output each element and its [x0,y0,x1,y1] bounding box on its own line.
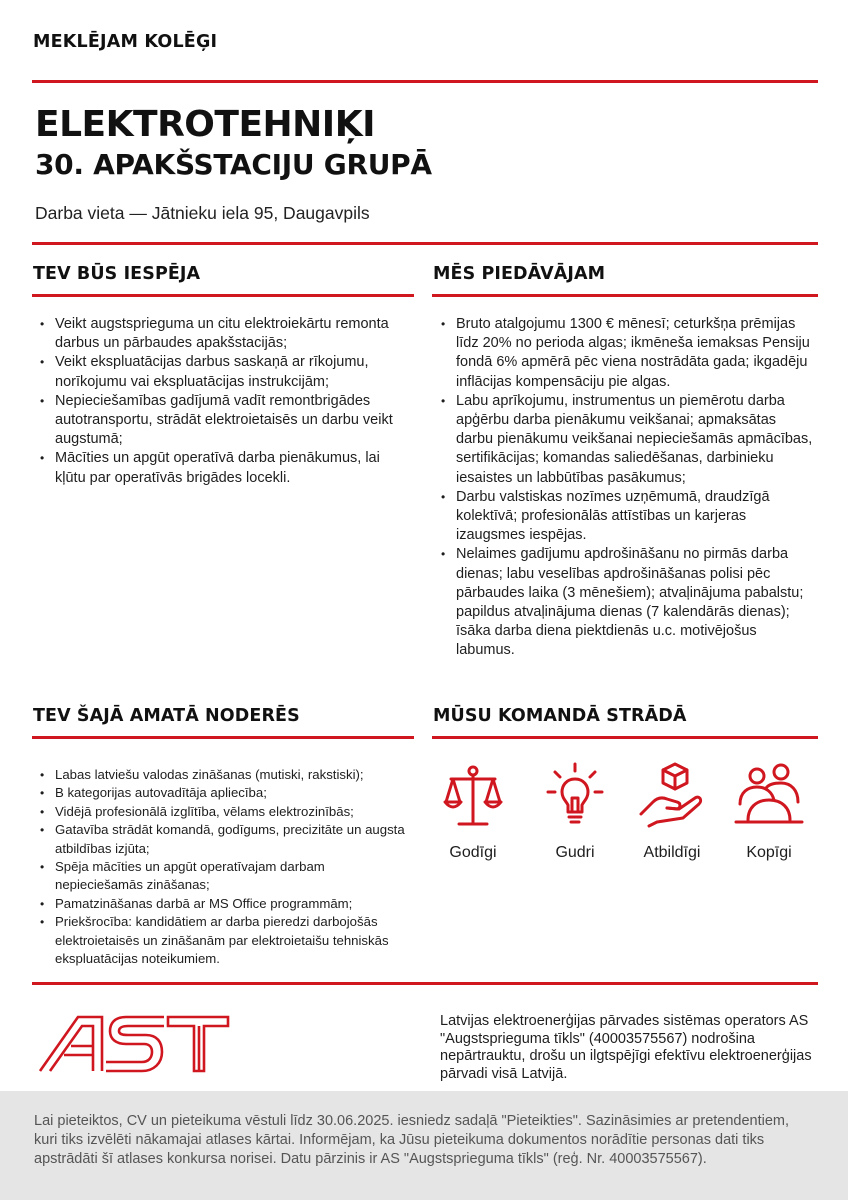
team-people-icon [734,762,804,830]
list-item: • Labu aprīkojumu, instrumentus un piemērotu darba apģērbu darba pienākumu veikšanai; apmaksātas darbu pienākumu veikšanai nepieciešamās apmācības, sertifikācijas; komandas saliedēšanas, darbinieku iesaistes un labbūtības pasākumus; [437,392,817,488]
value-label: Kopīgi [746,844,792,861]
footer-note [0,1091,848,1200]
value-together [714,762,824,862]
section-heading-team: MŪSU KOMANDĀ STRĀDĀ [433,706,687,726]
section-heading-requirements: TEV ŠAJĀ AMATĀ NODERĒS [33,706,300,726]
value-honest [418,762,528,862]
list-item: • Nepieciešamības gadījumā vadīt remontbrigādes autotransportu, strādāt elektroietaisēs un darbu veikt augstumā; [36,392,414,450]
section-underline [32,294,414,297]
divider [32,982,818,985]
lightbulb-icon [545,762,605,830]
value-smart [520,762,630,862]
job-subtitle: 30. APAKŠSTACIJU GRUPĀ [35,148,432,181]
list-item: • Veikt augstsprieguma un citu elektroiekārtu remonta darbus un pārbaudes apakšstacijās; [36,315,414,353]
value-label: Godīgi [449,844,497,861]
job-location: Darba vieta — Jātnieku iela 95, Daugavpils [35,203,370,223]
page-kicker: MEKLĒJAM KOLĒĢI [33,32,218,52]
section-underline [432,736,818,739]
section-underline [432,294,818,297]
ast-logo [38,1015,230,1073]
offer-list [437,315,817,661]
company-description: Latvijas elektroenerģijas pārvades sistēmas operators AS "Augstsprieguma tīkls" (40003575567) nodrošina nepārtrauktu, drošu un ilgtspējīgi efektīvu elektroenerģijas pārvadi visā Latvijā. [440,1013,812,1082]
divider [32,80,818,83]
opportunities-list [36,315,414,488]
divider [32,242,818,245]
list-item: • B kategorijas autovadītāja apliecība; [36,784,408,802]
list-item: • Mācīties un apgūt operatīvā darba pienākumus, lai kļūtu par operatīvās brigādes locekli. [36,449,414,487]
section-heading-offer: MĒS PIEDĀVĀJAM [433,264,606,284]
list-item: • Labas latviešu valodas zināšanas (mutiski, rakstiski); [36,766,408,784]
list-item: • Spēja mācīties un apgūt operatīvajam darbam nepieciešamās zināšanas; [36,858,408,895]
value-label: Atbildīgi [643,844,701,861]
value-responsible [617,762,727,862]
list-item: • Vidējā profesionālā izglītība, vēlams elektrozinībās; [36,803,408,821]
section-underline [32,736,414,739]
footer-text: Lai pieteiktos, CV un pieteikuma vēstuli līdz 30.06.2025. iesniedz sadaļā "Pieteikties". Sazināsimies ar pretendentiem, kuri tiks izvēlēti nākamajai atlases kārtai. Informējam, ka Jūsu pieteikuma dokumentos norādītie personas dati tiks apstrādāti šī atlases konkursa norisei. Datu pārzinis ir AS "Augstsprieguma tīkls" (reģ. Nr. 40003575567). [34,1113,790,1168]
scales-icon [443,762,503,830]
hand-cube-icon [637,762,707,830]
value-label: Gudri [555,844,595,861]
list-item: • Bruto atalgojumu 1300 € mēnesī; ceturkšņa prēmijas līdz 20% no perioda algas; ikmēneša iemaksas Pensiju fondā 6% apmērā pēc viena nostrādāta gada; ikgadēju inflācijas kompensāciju pie algas. [437,315,817,392]
list-item: • Veikt ekspluatācijas darbus saskaņā ar rīkojumu, norīkojumu vai ekspluatācijas instrukcijām; [36,353,414,391]
list-item: • Darbu valstiskas nozīmes uzņēmumā, draudzīgā kolektīvā; profesionālās attīstības un karjeras izaugsmes iespējas. [437,488,817,546]
section-heading-opportunities: TEV BŪS IESPĒJA [33,264,201,284]
list-item: • Pamatzināšanas darbā ar MS Office programmām; [36,895,408,913]
list-item: • Gatavība strādāt komandā, godīgums, precizitāte un augsta atbildības izjūta; [36,821,408,858]
list-item: • Priekšrocība: kandidātiem ar darba pieredzi darbojošās elektroietaisēs un zināšanām par elektroietaišu tehniskās ekspluatācijas noteikumiem. [36,913,408,968]
list-item: • Nelaimes gadījumu apdrošināšanu no pirmās darba dienas; labu veselības apdrošināšanas polisi pēc pārbaudes laika (3 mēnešiem); atvaļinājuma pabalstu; papildus atvaļinājuma dienas (7 kalendārās dienas); īsāka darba diena piektdienās u.c. motivējošus labumus. [437,545,817,660]
job-title: ELEKTROTEHNIĶI [35,104,375,145]
requirements-list [36,766,408,968]
